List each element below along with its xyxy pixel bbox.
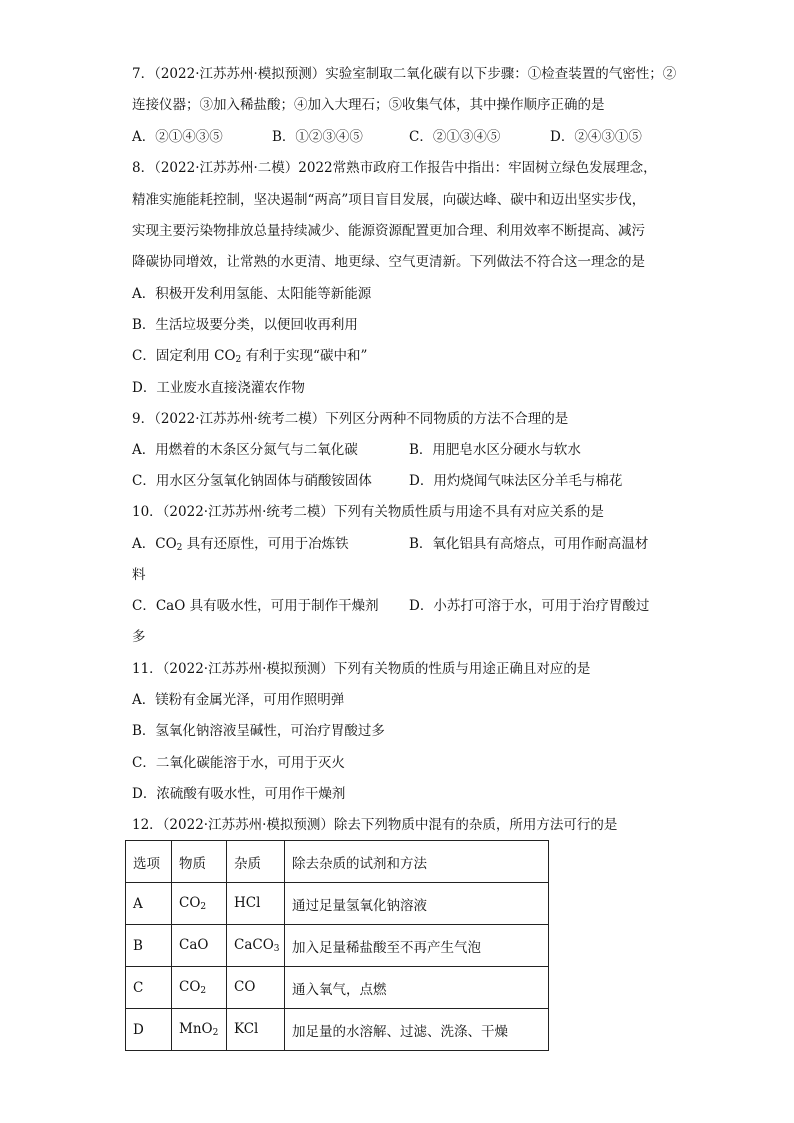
cell-method: 加入足量稀盐酸至不再产生气泡	[285, 925, 549, 967]
cell-substance	[172, 967, 227, 1009]
cell-substance-subscript: 2	[200, 986, 207, 996]
cell-substance	[172, 1009, 227, 1051]
cell-impurity	[227, 883, 285, 925]
q10-option-b-continuation: 料	[132, 567, 146, 583]
q8-stem-line3: 实现主要污染物排放总量持续减少、能源资源配置更加合理、利用效率不断提高、减污	[132, 223, 645, 239]
cell-substance	[172, 925, 227, 967]
q9-stem: 9．（2022·江苏苏州·统考二模）下列区分两种不同物质的方法不合理的是	[132, 411, 569, 427]
cell-option: D	[126, 1009, 172, 1051]
cell-substance-text: CO	[179, 979, 201, 995]
q8-option-b: B．生活垃圾要分类，以便回收再利用	[132, 317, 358, 333]
q8-option-c	[132, 346, 367, 370]
q10-option-a	[132, 534, 349, 558]
q10-stem: 10．（2022·江苏苏州·统考二模）下列有关物质性质与用途不具有对应关系的是	[132, 504, 604, 520]
header-option: 选项	[126, 841, 172, 883]
header-impurity: 杂质	[227, 841, 285, 883]
q9-option-a: A．用燃着的木条区分氮气与二氧化碳	[132, 442, 358, 458]
q11-stem: 11．（2022·江苏苏州·模拟预测）下列有关物质的性质与用途正确且对应的是	[132, 661, 591, 677]
q9-option-b: B．用肥皂水区分硬水与软水	[409, 442, 581, 458]
q8-option-a: A．积极开发利用氢能、太阳能等新能源	[132, 286, 372, 302]
q7-option-a: A．②①④③⑤	[132, 129, 223, 145]
cell-substance-text: CO	[179, 895, 201, 911]
cell-impurity-text: HCl	[234, 895, 261, 911]
table-row	[126, 883, 549, 925]
cell-impurity-text: CaCO	[234, 937, 274, 953]
q7-stem-line1: 7．（2022·江苏苏州·模拟预测）实验室制取二氧化碳有以下步骤：①检查装置的气密性；②	[132, 66, 677, 82]
cell-substance-subscript: 2	[200, 902, 207, 912]
q9-option-c: C．用水区分氢氧化钠固体与硝酸铵固体	[132, 473, 372, 489]
q8-option-d: D．工业废水直接浇灌农作物	[132, 380, 305, 396]
cell-substance-text: MnO	[179, 1021, 213, 1037]
cell-substance	[172, 883, 227, 925]
q11-option-b: B．氢氧化钠溶液呈碱性，可治疗胃酸过多	[132, 723, 385, 739]
q8-stem-line4: 降碳协同增效，让常熟的水更清、地更绿、空气更清新。下列做法不符合这一理念的是	[132, 254, 645, 270]
cell-method: 通过足量氢氧化钠溶液	[285, 883, 549, 925]
q8-stem-line2: 精准实施能耗控制，坚决遏制“两高”项目盲目发展，向碳达峰、碳中和迈出坚实步伐，	[132, 192, 646, 208]
cell-method: 加足量的水溶解、过滤、洗涤、干燥	[285, 1009, 549, 1051]
cell-option: B	[126, 925, 172, 967]
cell-substance-text: CaO	[179, 937, 209, 953]
q10-option-a-text: A．CO	[132, 536, 177, 552]
cell-impurity	[227, 925, 285, 967]
q8-stem-line1: 8．（2022·江苏苏州·二模）2022常熟市政府工作报告中指出：牢固树立绿色发展理念，	[132, 160, 657, 176]
q8-option-c-subscript: 2	[235, 355, 242, 365]
q12-stem: 12．（2022·江苏苏州·模拟预测）除去下列物质中混有的杂质，所用方法可行的是	[132, 817, 618, 833]
q10-option-b: B．氧化铝具有高熔点，可用作耐高温材	[409, 536, 649, 552]
q8-option-c-text: C．固定利用 CO	[132, 348, 236, 364]
cell-impurity	[227, 1009, 285, 1051]
q7-option-c: C．②①③④⑤	[409, 129, 501, 145]
q10-option-a-text-rest: 具有还原性，可用于冶炼铁	[182, 536, 349, 552]
q11-option-d: D．浓硫酸有吸水性，可用作干燥剂	[132, 786, 346, 802]
q10-option-d-continuation: 多	[132, 629, 146, 645]
q10-option-d: D．小苏打可溶于水，可用于治疗胃酸过	[409, 598, 650, 614]
q7-stem-line2: 连接仪器；③加入稀盐酸；④加入大理石；⑤收集气体，其中操作顺序正确的是	[132, 97, 605, 113]
q11-option-a: A．镁粉有金属光泽，可用作照明弹	[132, 692, 345, 708]
q7-option-b: B．①②③④⑤	[272, 129, 363, 145]
cell-option: C	[126, 967, 172, 1009]
table-header-row	[126, 841, 549, 883]
q10-option-a-subscript: 2	[176, 543, 183, 553]
cell-substance-subscript: 2	[212, 1028, 219, 1038]
header-substance: 物质	[172, 841, 227, 883]
q8-option-c-text-rest: 有利于实现“碳中和”	[241, 348, 368, 364]
cell-impurity-text: KCl	[234, 1021, 259, 1037]
table-row	[126, 967, 549, 1009]
cell-impurity-text: CO	[234, 979, 256, 995]
q12-table	[125, 840, 549, 1051]
cell-impurity-subscript: 3	[273, 944, 280, 954]
q11-option-c: C．二氧化碳能溶于水，可用于灭火	[132, 755, 345, 771]
cell-impurity	[227, 967, 285, 1009]
q7-option-d: D．②④③①⑤	[550, 129, 642, 145]
table-row	[126, 1009, 549, 1051]
cell-option: A	[126, 883, 172, 925]
q10-option-c: C．CaO 具有吸水性，可用于制作干燥剂	[132, 598, 379, 614]
header-method: 除去杂质的试剂和方法	[285, 841, 549, 883]
cell-method: 通入氧气，点燃	[285, 967, 549, 1009]
table-row	[126, 925, 549, 967]
q9-option-d: D．用灼烧闻气味法区分羊毛与棉花	[409, 473, 623, 489]
